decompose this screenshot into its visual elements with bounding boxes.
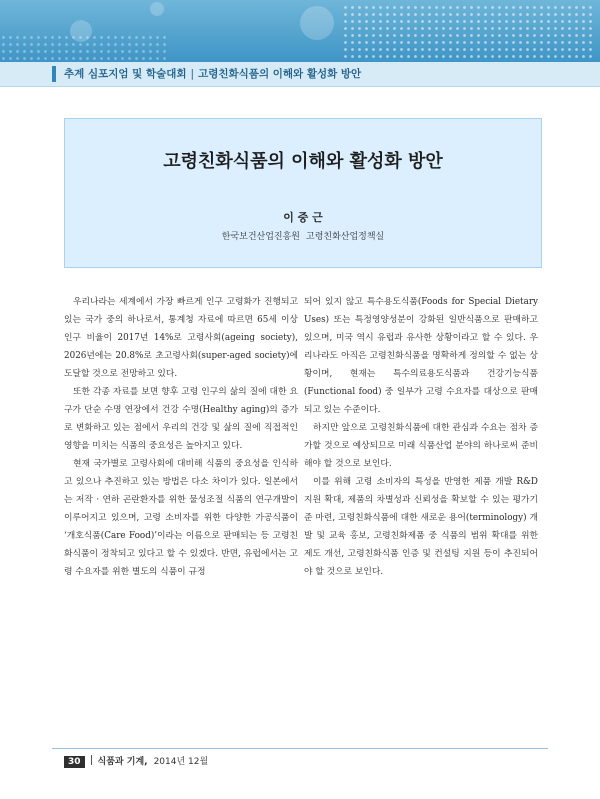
body-paragraph: 또한 각종 자료를 보면 향후 고령 인구의 삶의 질에 대한 요구가 단순 수명 연장에서 건강 수명(Healthy aging)의 증가로 변화하고 있는 점에서 우리의 건강 및 삶의 질에 직접적인 영향을 미치는 식품의 중요성은 높아지고 있다.	[64, 387, 298, 451]
page-footer	[64, 754, 208, 768]
banner-bubble	[300, 6, 334, 40]
section-header	[0, 62, 600, 87]
banner-dot-pattern	[342, 4, 592, 58]
body-paragraph: 되어 있지 않고 특수용도식품(Foods for Special Dietary Uses) 또는 특정영양성분이 강화된 일반식품으로 판매하고 있으며, 미국 역시 유럽과 유사한 상황이라고 할 수 있다. 우리나라도 아직은 고령친화식품을 명확하게 정의할 수 없는 상황이며, 현재는 특수의료용도식품과 건강기능식품(Functional food) 중 일부가 고령 수요자를 대상으로 판매되고 있는 수준이다.	[304, 297, 538, 415]
title-box	[64, 118, 542, 268]
section-separator: |	[190, 68, 195, 80]
top-banner	[0, 0, 600, 62]
body-column-left	[64, 293, 298, 581]
body-column-right	[304, 293, 538, 581]
section-title	[64, 66, 361, 81]
affiliation-org: 한국보건산업진흥원	[221, 232, 300, 242]
body-paragraph: 우리나라는 세계에서 가장 빠르게 인구 고령화가 진행되고 있는 국가 중의 하나로서, 통계청 자료에 따르면 65세 이상 인구 비율이 2017년 14%로 고령사회(ageing society), 2026년에는 20.8%로 초고령사회(super-aged society)에 도달할 것으로 전망하고 있다.	[64, 297, 298, 379]
section-topic: 고령친화식품의 이해와 활성화 방안	[198, 68, 362, 80]
author-name: 이 중 근	[283, 211, 323, 224]
body-paragraph: 이를 위해 고령 소비자의 특성을 반영한 제품 개발 R&D 지원 확대, 제품의 차별성과 신뢰성을 확보할 수 있는 평가기준 마련, 고령친화식품에 대한 새로운 용어(terminology) 개발 및 교육 홍보, 고령친화제품 중 식품의 범위 확대를 위한 제도 개선, 고령친화식품 인증 및 컨설팅 지원 등이 추진되어야 할 것으로 보인다.	[304, 477, 538, 577]
author-affiliation	[65, 229, 541, 242]
section-name: 추계 심포지엄 및 학술대회	[64, 68, 187, 80]
section-marker	[52, 66, 56, 82]
affiliation-team: 고령친화산업정책실	[306, 232, 385, 242]
body-paragraph: 현재 국가별로 고령사회에 대비해 식품의 중요성을 인식하고 있으나 추진하고 있는 방법은 다소 차이가 있다. 일본에서는 저작 · 연하 곤란환자를 위한 물성조절 식품의 연구개발이 이루어지고 있으며, 고령 소비자를 위한 다양한 가공식품이 ‘개호식품(Care Food)’이라는 이름으로 판매되는 등 고령친화식품이 정착되고 있다고 할 수 있겠다. 반면, 유럽에서는 고령 수요자를 위한 별도의 식품이 규정	[64, 459, 298, 577]
body-paragraph: 하지만 앞으로 고령친화식품에 대한 관심과 수요는 점차 증가할 것으로 예상되므로 미래 식품산업 분야의 하나로써 준비해야 할 것으로 보인다.	[304, 423, 538, 469]
banner-bubble	[150, 2, 164, 16]
footer-divider	[91, 755, 92, 765]
footer-rule	[52, 748, 548, 749]
issue-date: 2014년 12월	[153, 757, 209, 767]
banner-bubble	[70, 20, 92, 42]
page-number: 30	[64, 756, 85, 768]
magazine-name: 식품과 기계,	[97, 757, 148, 767]
article-title: 고령친화식품의 이해와 활성화 방안	[163, 151, 443, 172]
